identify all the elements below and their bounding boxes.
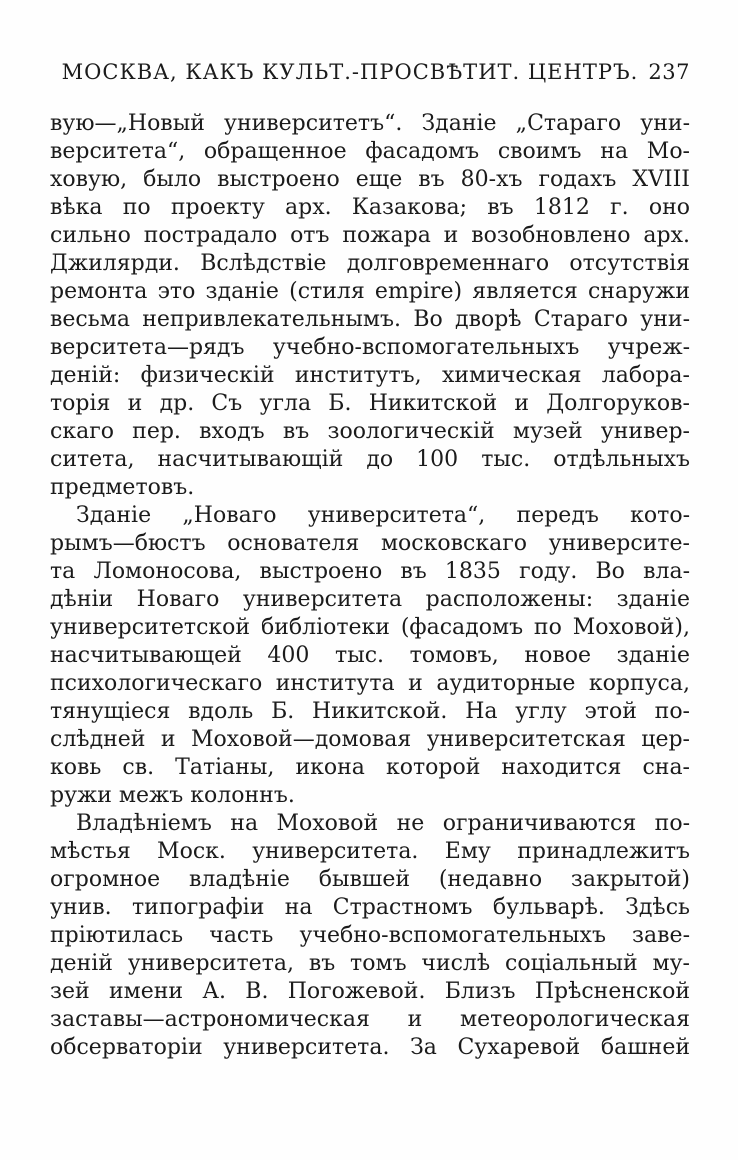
page-number: 237	[648, 60, 690, 84]
text-line: Владѣніемъ на Моховой не ограничиваются по-	[76, 811, 690, 836]
text-line: обсерваторіи университета. За Сухаревой башней	[50, 1035, 690, 1060]
text-line: зей имени А. В. Погожевой. Близъ Прѣсненской	[50, 979, 690, 1004]
text-line: рымъ—бюстъ основателя московскаго университе-	[50, 531, 690, 556]
text-line: деній университета, въ томъ числѣ соціальный му-	[50, 951, 690, 976]
text-line: верситета—рядъ учебно-вспомогательныхъ учреж-	[50, 335, 690, 360]
text-block	[50, 110, 690, 1062]
text-line: ховую, было выстроено еще въ 80-хъ годахъ XVIII	[50, 167, 690, 192]
text-line: ковь св. Татіаны, икона которой находится сна-	[50, 755, 690, 780]
text-line: верситета“, обращенное фасадомъ своимъ на Мо-	[50, 139, 690, 164]
text-line: ремонта это зданіе (стиля empire) является снаружи	[50, 279, 690, 304]
text-line: та Ломоносова, выстроено въ 1835 году. Во вла-	[50, 559, 690, 584]
text-line: дѣніи Новаго университета расположены: зданіе	[50, 587, 690, 612]
text-line: мѣстья Моск. университета. Ему принадлежитъ	[50, 839, 690, 864]
text-line: Джилярди. Вслѣдствіе долговременнаго отсутствія	[50, 251, 690, 276]
text-line: ситета, насчитывающій до 100 тыс. отдѣльныхъ	[50, 447, 690, 472]
paragraph	[50, 810, 690, 1062]
text-line: предметовъ.	[50, 475, 195, 500]
text-line: ружи межъ колоннъ.	[50, 783, 295, 808]
text-line: психологическаго института и аудиторные корпуса,	[50, 671, 690, 696]
paragraph	[50, 502, 690, 810]
text-line: унив. типографіи на Страстномъ бульварѣ. Здѣсь	[50, 895, 690, 920]
text-line: тянущіеся вдоль Б. Никитской. На углу этой по-	[50, 699, 690, 724]
text-line: пріютилась часть учебно-вспомогательныхъ заве-	[50, 923, 690, 948]
text-line: весьма непривлекательнымъ. Во дворѣ Стараго уни-	[50, 307, 690, 332]
text-line: слѣдней и Моховой—домовая университетская цер-	[50, 727, 690, 752]
text-line: вѣка по проекту арх. Казакова; въ 1812 г. оно	[50, 195, 690, 220]
text-line: торія и др. Съ угла Б. Никитской и Долгоруков-	[50, 391, 690, 416]
text-line: университетской библіотеки (фасадомъ по Моховой),	[50, 615, 690, 640]
text-line: Зданіе „Новаго университета“, передъ кото-	[76, 503, 690, 528]
text-line: заставы—астрономическая и метеорологическая	[50, 1007, 690, 1032]
text-line: деній: физическій институтъ, химическая лабора-	[50, 363, 690, 388]
running-title: МОСКВА, КАКЪ КУЛЬТ.-ПРОСВѢТИТ. ЦЕНТРЪ.	[61, 60, 639, 84]
text-line: вую—„Новый университетъ“. Зданіе „Стараго уни-	[50, 111, 690, 136]
text-line: насчитывающей 400 тыс. томовъ, новое зданіе	[50, 643, 690, 668]
text-line: огромное владѣніе бывшей (недавно закрытой)	[50, 867, 690, 892]
page-header	[50, 58, 690, 86]
text-line: сильно пострадало отъ пожара и возобновлено арх.	[50, 223, 690, 248]
text-line: скаго пер. входъ въ зоологическій музей универ-	[50, 419, 690, 444]
paragraph	[50, 110, 690, 502]
